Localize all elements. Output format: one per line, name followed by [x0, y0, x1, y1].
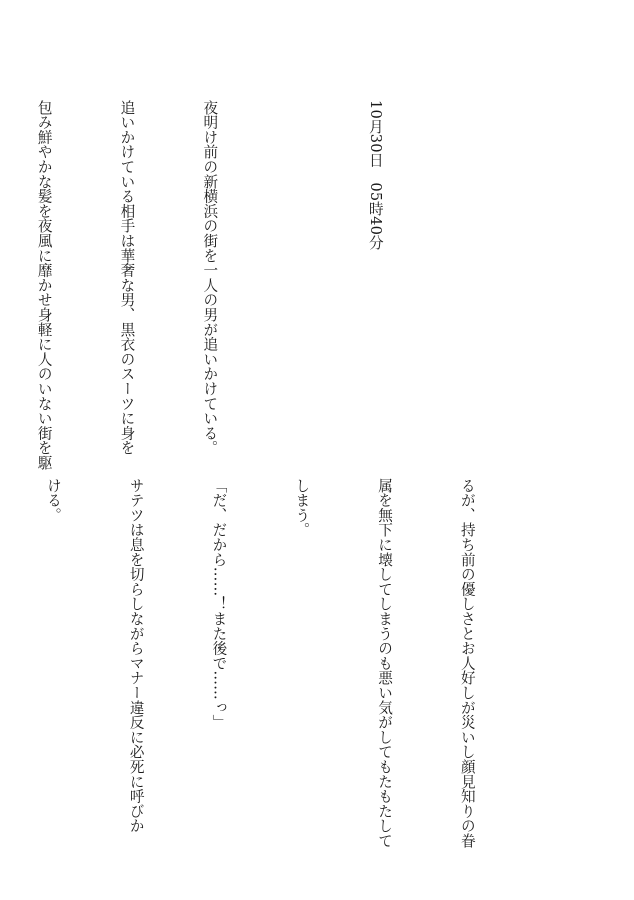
text-column: 追いかけている相手は華奢な男、黒衣のスーツに身を	[118, 100, 136, 456]
text-column: 「だ、だから……！また後で……っ」	[210, 478, 228, 730]
text-column: 夜明け前の新横浜の街を一人の男が追いかけている。	[201, 100, 219, 456]
text-column: サテツは息を切らしながらマナー違反に必死に呼びか	[127, 478, 145, 834]
text-column: しまう。	[293, 478, 311, 538]
date-heading: 10月30日 05時40分	[366, 100, 384, 250]
text-column: ける。	[44, 478, 62, 523]
text-column: るが、持ち前の優しさとお人好しが災いし顔見知りの眷	[458, 478, 476, 848]
upper-text-block	[0, 100, 444, 470]
blank-line	[278, 100, 306, 430]
text-column: 属を無下に壊してしまうのも悪い気がしてもたもたして	[376, 478, 394, 848]
text-column: 包み鮮やかな髪を夜風に靡かせ身軽に人のいない街を駆	[35, 100, 53, 470]
lower-text-block	[0, 478, 536, 848]
